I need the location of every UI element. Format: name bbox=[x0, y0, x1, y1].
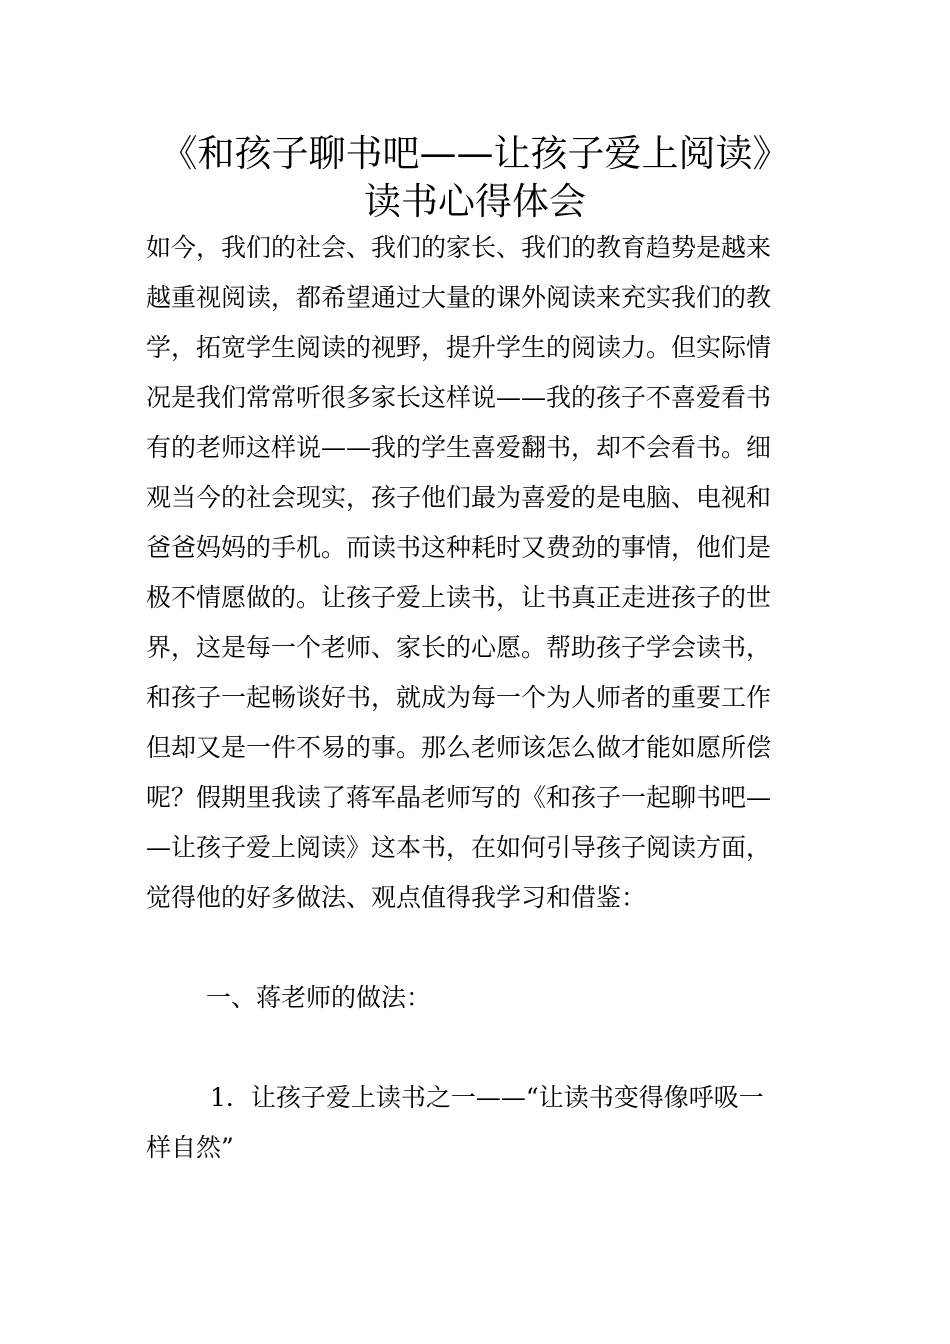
intro-line: 越重视阅读，都希望通过大量的课外阅读来充实我们的教 bbox=[146, 283, 772, 312]
intro-line: 和孩子一起畅谈好书，就成为每一个为人师者的重要工作 bbox=[146, 683, 772, 712]
intro-line: 观当今的社会现实，孩子他们最为喜爱的是电脑、电视和 bbox=[146, 483, 772, 512]
intro-line: —让孩子爱上阅读》这本书，在如何引导孩子阅读方面， bbox=[146, 833, 772, 862]
intro-line: 极不情愿做的。让孩子爱上读书，让书真正走进孩子的世 bbox=[146, 583, 772, 612]
document-title-line-1: 《和孩子聊书吧——让孩子爱上阅读》 bbox=[160, 132, 790, 175]
intro-line: 呢？假期里我读了蒋军晶老师写的《和孩子一起聊书吧— bbox=[146, 783, 772, 812]
section-heading: 一、蒋老师的做法： bbox=[206, 983, 432, 1012]
intro-line: 但却又是一件不易的事。那么老师该怎么做才能如愿所偿 bbox=[146, 733, 772, 762]
item-1-line-2: 样自然” bbox=[146, 1133, 234, 1162]
item-1-line-1: 1．让孩子爱上读书之一——“让读书变得像呼吸一 bbox=[210, 1083, 764, 1112]
intro-line: 爸爸妈妈的手机。而读书这种耗时又费劲的事情，他们是 bbox=[146, 533, 772, 562]
intro-line: 界，这是每一个老师、家长的心愿。帮助孩子学会读书， bbox=[146, 633, 772, 662]
intro-line: 况是我们常常听很多家长这样说——我的孩子不喜爱看书 bbox=[146, 383, 772, 412]
intro-line: 觉得他的好多做法、观点值得我学习和借鉴： bbox=[146, 883, 647, 912]
intro-line: 有的老师这样说——我的学生喜爱翻书，却不会看书。细 bbox=[146, 433, 772, 462]
intro-line: 学，拓宽学生阅读的视野，提升学生的阅读力。但实际情 bbox=[146, 333, 772, 362]
intro-line: 如今，我们的社会、我们的家长、我们的教育趋势是越来 bbox=[146, 233, 772, 262]
document-title-line-2: 读书心得体会 bbox=[364, 180, 586, 223]
